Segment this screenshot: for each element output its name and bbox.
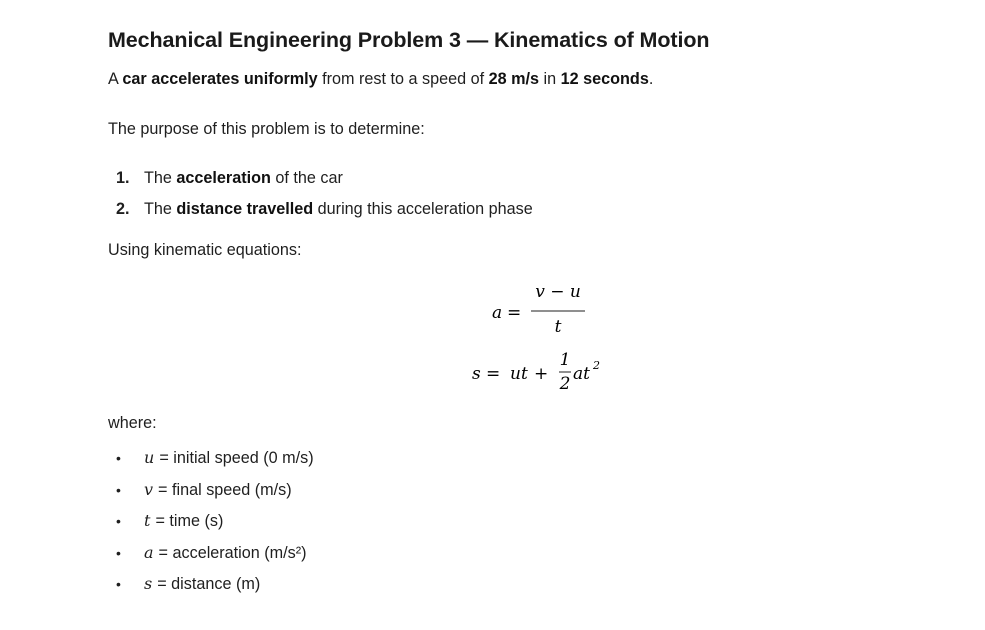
goal-number: 1.	[116, 169, 130, 187]
goal-bold: distance travelled	[176, 200, 314, 218]
page-title: Mechanical Engineering Problem 3 — Kinematics of Motion	[108, 28, 710, 52]
variable-item	[108, 479, 314, 511]
goals-list	[108, 167, 533, 229]
intro-bold-time: 12 seconds	[560, 70, 649, 88]
goal-bold: acceleration	[176, 169, 271, 187]
variable-symbol: a	[144, 542, 154, 562]
purpose-text: The purpose of this problem is to determine:	[108, 120, 425, 138]
bullet-icon: •	[116, 481, 121, 498]
variable-symbol: s	[144, 574, 153, 593]
variable-symbol: u	[144, 448, 155, 467]
goal-text	[144, 167, 343, 198]
document-content	[108, 26, 928, 593]
distance-equation	[472, 341, 622, 401]
variable-description: = initial speed (0 m/s)	[159, 449, 314, 467]
variable-description: = acceleration (m/s²)	[158, 543, 307, 562]
bullet-icon: •	[116, 544, 121, 561]
goal-item	[108, 198, 533, 229]
goal-pre: The	[144, 169, 177, 187]
goal-post: during this acceleration phase	[313, 200, 533, 218]
eq2-term-at: at	[573, 364, 590, 384]
variable-item	[108, 447, 314, 479]
eq1-equals: =	[507, 303, 522, 323]
variable-item	[108, 510, 314, 542]
problem-statement	[108, 68, 653, 90]
eq1-numerator: v − u	[535, 282, 581, 302]
goal-pre: The	[144, 200, 177, 218]
goal-item	[108, 167, 533, 198]
eq2-exponent: 2	[593, 359, 600, 372]
intro-text-3: in	[539, 70, 561, 88]
eq2-term-ut: ut	[510, 364, 528, 384]
eq2-lhs: s	[472, 364, 481, 384]
bullet-icon: •	[116, 450, 121, 466]
bullet-icon: •	[116, 576, 121, 592]
goal-text	[144, 198, 533, 229]
variable-description: = final speed (m/s)	[158, 480, 292, 499]
acceleration-equation	[492, 282, 602, 342]
eq2-equals: =	[486, 364, 501, 384]
intro-bold-speed: 28 m/s	[488, 70, 540, 88]
eq1-lhs: a	[492, 303, 503, 323]
intro-text-4: .	[648, 70, 654, 88]
goal-number: 2.	[116, 200, 130, 218]
where-text: where:	[108, 414, 157, 432]
eq2-plus: +	[534, 364, 549, 384]
variable-description: = distance (m)	[157, 575, 261, 593]
using-text: Using kinematic equations:	[108, 241, 302, 259]
intro-text-2: from rest to a speed of	[317, 70, 489, 88]
eq2-half-numerator: 1	[559, 350, 571, 370]
goal-post: of the car	[270, 169, 343, 187]
variable-item	[108, 542, 314, 574]
intro-text-1: A	[108, 70, 123, 88]
intro-bold-1: car accelerates uniformly	[122, 70, 318, 88]
eq1-denominator: t	[554, 317, 562, 337]
variable-symbol: t	[144, 511, 151, 530]
variable-description: = time (s)	[155, 512, 224, 530]
variables-list	[108, 447, 314, 605]
bullet-icon: •	[116, 513, 121, 529]
variable-symbol: v	[144, 479, 154, 499]
variable-item	[108, 573, 314, 605]
eq2-half-denominator: 2	[559, 374, 571, 394]
